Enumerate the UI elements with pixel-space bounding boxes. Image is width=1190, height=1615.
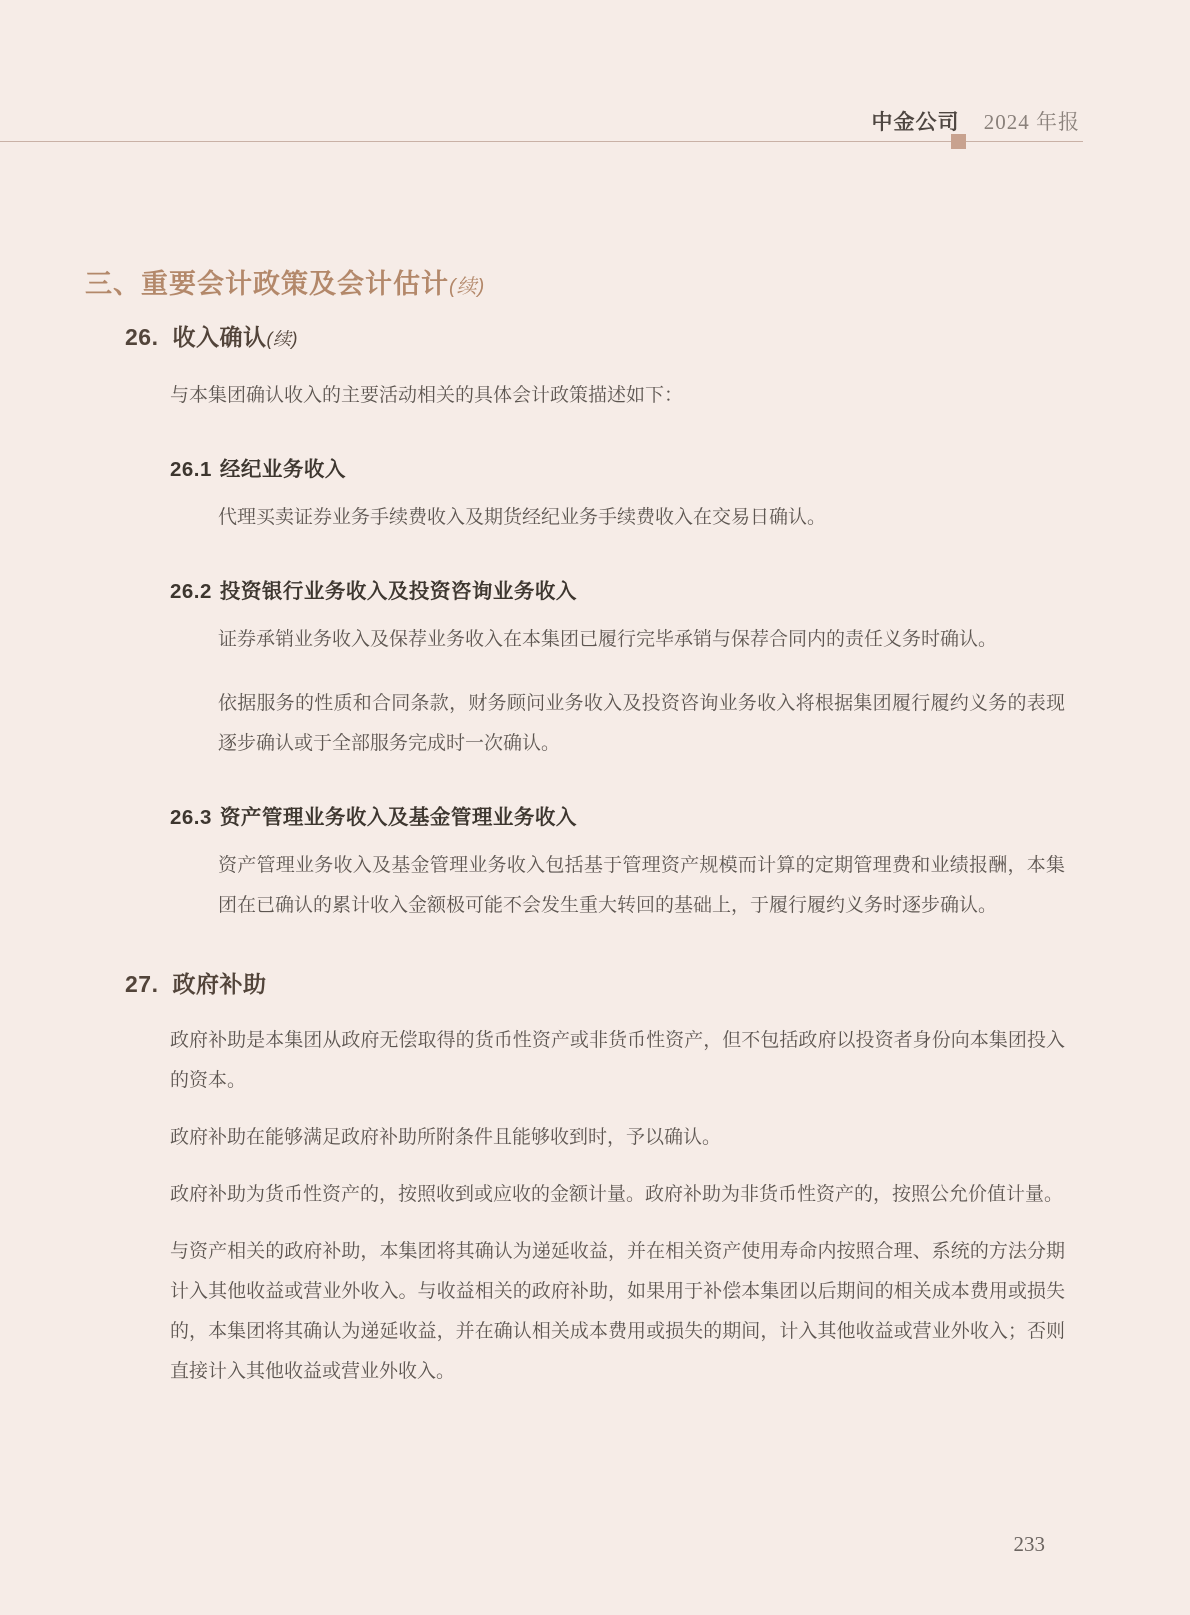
paragraph: 政府补助为货币性资产的，按照收到或应收的金额计量。政府补助为非货币性资产的，按照公允价值计量。: [170, 1184, 1064, 1205]
subsection-26-1-title: 经纪业务收入: [219, 458, 346, 481]
paragraph: 与资产相关的政府补助，本集团将其确认为递延收益，并在相关资产使用寿命内按照合理、系统的方法分期计入其他收益或营业外收入。与收益相关的政府补助，如果用于补偿本集团以后期间的相关成本费用或损失的，本集团将其确认为递延收益，并在确认相关成本费用或损失的期间，计入其他收益或营业外收入；否则直接计入其他收益或营业外收入。: [170, 1241, 1065, 1382]
paragraph: 证券承销业务收入及保荐业务收入在本集团已履行完毕承销与保荐合同内的责任义务时确认。: [218, 629, 998, 650]
company-name: 中金公司: [871, 110, 960, 134]
section-27-body: [170, 1021, 1065, 1392]
subsection-26-2-heading: [170, 574, 1065, 604]
subsection-26-1-body: [218, 498, 1065, 538]
chapter-title-continued: (续): [449, 276, 486, 298]
section-26-intro: 与本集团确认收入的主要活动相关的具体会计政策描述如下：: [170, 385, 684, 406]
subsection-26-2: [170, 574, 1065, 764]
chapter-title: [85, 262, 1065, 301]
paragraph: 资产管理业务收入及基金管理业务收入包括基于管理资产规模而计算的定期管理费和业绩报酬，本集团在已确认的累计收入金额极可能不会发生重大转回的基础上，于履行履约义务时逐步确认。: [218, 855, 1065, 916]
section-26-heading: [125, 319, 1065, 352]
report-year-label: 2024 年报: [983, 110, 1080, 134]
subsection-26-1-heading: [170, 452, 1065, 482]
section-26-body: [170, 376, 1065, 926]
section-27-heading: [125, 966, 1065, 999]
paragraph: 代理买卖证券业务手续费收入及期货经纪业务手续费收入在交易日确认。: [218, 507, 827, 528]
subsection-26-3: [170, 800, 1065, 926]
chapter-title-text: 三、重要会计政策及会计估计: [85, 269, 449, 299]
section-27-number: 27.: [125, 971, 159, 997]
subsection-26-3-number: 26.3: [170, 806, 212, 829]
subsection-26-2-number: 26.2: [170, 580, 212, 603]
subsection-26-3-title: 资产管理业务收入及基金管理业务收入: [219, 806, 577, 829]
paragraph: 依据服务的性质和合同条款，财务顾问业务收入及投资咨询业务收入将根据集团履行履约义务的表现逐步确认或于全部服务完成时一次确认。: [218, 693, 1065, 754]
subsection-26-1-number: 26.1: [170, 458, 212, 481]
header-rule: [0, 141, 1083, 142]
subsection-26-3-body: [218, 846, 1065, 926]
header-square-marker: [951, 134, 966, 149]
section-26-number: 26.: [125, 324, 159, 350]
running-header: [872, 106, 1081, 136]
subsection-26-1: [170, 452, 1065, 538]
subsection-26-2-title: 投资银行业务收入及投资咨询业务收入: [219, 580, 577, 603]
section-27-title: 政府补助: [172, 971, 267, 997]
section-26-continued: (续): [266, 329, 298, 349]
paragraph: 政府补助是本集团从政府无偿取得的货币性资产或非货币性资产，但不包括政府以投资者身份向本集团投入的资本。: [170, 1030, 1065, 1091]
page-number: 233: [1013, 1532, 1045, 1556]
section-26-title: 收入确认: [172, 324, 267, 350]
subsection-26-2-body: [218, 620, 1065, 764]
subsection-26-3-heading: [170, 800, 1065, 830]
page-content: [85, 262, 1065, 1392]
paragraph: 政府补助在能够满足政府补助所附条件且能够收到时，予以确认。: [170, 1127, 722, 1148]
